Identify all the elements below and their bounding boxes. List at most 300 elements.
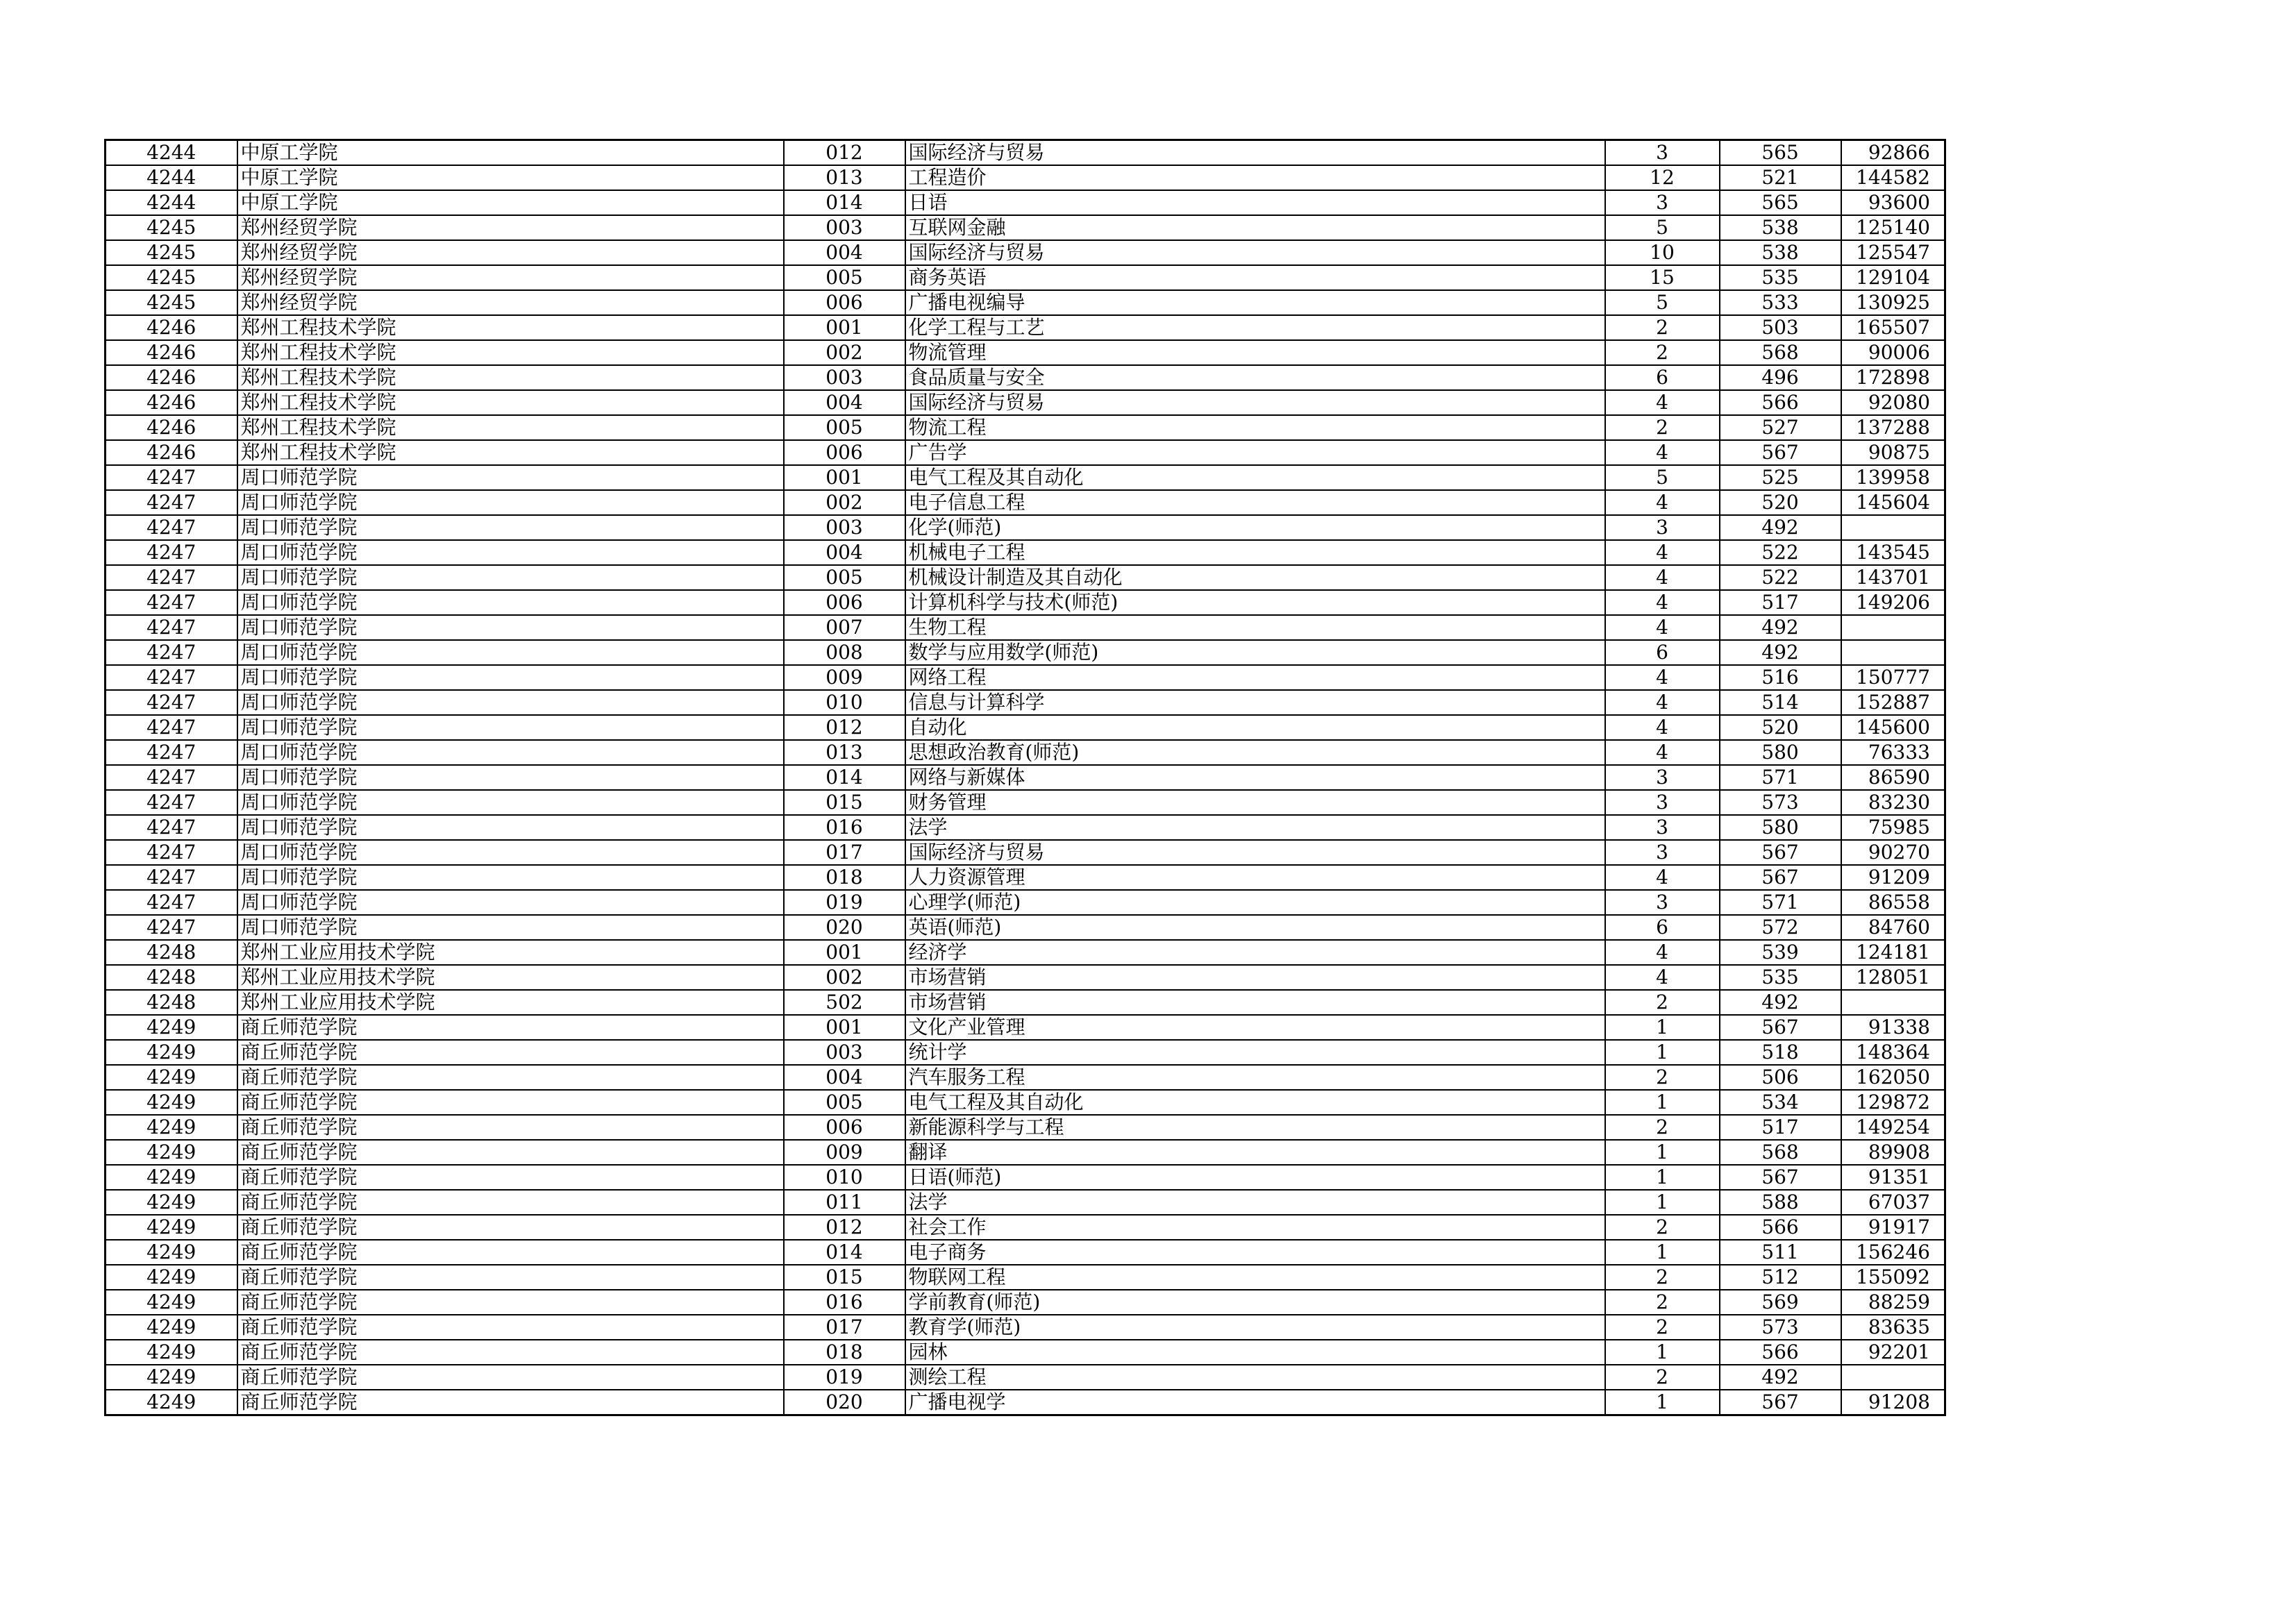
school-name-cell: 郑州工程技术学院 — [237, 415, 784, 440]
school-code-cell: 4247 — [106, 540, 237, 565]
rank-cell: 84760 — [1841, 915, 1945, 940]
min-score-cell: 492 — [1720, 615, 1841, 640]
rank-cell: 67037 — [1841, 1190, 1945, 1215]
major-code-cell: 007 — [784, 615, 905, 640]
major-name-cell: 电子信息工程 — [905, 490, 1605, 515]
min-score-cell: 573 — [1720, 1315, 1841, 1340]
rank-cell: 91209 — [1841, 865, 1945, 890]
min-score-cell: 573 — [1720, 790, 1841, 815]
school-code-cell: 4247 — [106, 615, 237, 640]
school-name-cell: 周口师范学院 — [237, 665, 784, 690]
major-code-cell: 003 — [784, 215, 905, 240]
plan-count-cell: 5 — [1605, 290, 1720, 315]
major-name-cell: 化学工程与工艺 — [905, 315, 1605, 340]
table-row — [106, 1390, 1945, 1415]
school-name-cell: 郑州经贸学院 — [237, 265, 784, 290]
table-row — [106, 815, 1945, 840]
rank-cell — [1841, 990, 1945, 1015]
major-code-cell: 015 — [784, 790, 905, 815]
major-name-cell: 日语 — [905, 190, 1605, 215]
plan-count-cell: 3 — [1605, 815, 1720, 840]
min-score-cell: 566 — [1720, 1215, 1841, 1240]
major-code-cell: 013 — [784, 165, 905, 190]
major-name-cell: 汽车服务工程 — [905, 1065, 1605, 1090]
school-code-cell: 4249 — [106, 1140, 237, 1165]
plan-count-cell: 6 — [1605, 640, 1720, 665]
school-name-cell: 商丘师范学院 — [237, 1240, 784, 1265]
table-row — [106, 540, 1945, 565]
school-code-cell: 4249 — [106, 1040, 237, 1065]
school-code-cell: 4249 — [106, 1390, 237, 1415]
major-name-cell: 物联网工程 — [905, 1265, 1605, 1290]
school-name-cell: 周口师范学院 — [237, 640, 784, 665]
rank-cell: 92201 — [1841, 1340, 1945, 1365]
plan-count-cell: 4 — [1605, 740, 1720, 765]
min-score-cell: 569 — [1720, 1290, 1841, 1315]
rank-cell: 143701 — [1841, 565, 1945, 590]
major-name-cell: 园林 — [905, 1340, 1605, 1365]
rank-cell: 125140 — [1841, 215, 1945, 240]
major-name-cell: 财务管理 — [905, 790, 1605, 815]
plan-count-cell: 4 — [1605, 865, 1720, 890]
school-code-cell: 4247 — [106, 590, 237, 615]
min-score-cell: 580 — [1720, 815, 1841, 840]
table-row — [106, 1215, 1945, 1240]
major-code-cell: 001 — [784, 1015, 905, 1040]
major-code-cell: 001 — [784, 465, 905, 490]
plan-count-cell: 12 — [1605, 165, 1720, 190]
school-name-cell: 商丘师范学院 — [237, 1090, 784, 1115]
school-code-cell: 4249 — [106, 1065, 237, 1090]
major-name-cell: 电气工程及其自动化 — [905, 465, 1605, 490]
major-code-cell: 012 — [784, 140, 905, 166]
major-name-cell: 法学 — [905, 1190, 1605, 1215]
school-name-cell: 郑州工程技术学院 — [237, 340, 784, 365]
rank-cell: 162050 — [1841, 1065, 1945, 1090]
major-code-cell: 018 — [784, 865, 905, 890]
major-name-cell: 经济学 — [905, 940, 1605, 965]
school-name-cell: 郑州经贸学院 — [237, 215, 784, 240]
school-name-cell: 郑州经贸学院 — [237, 290, 784, 315]
table-row — [106, 1065, 1945, 1090]
major-code-cell: 005 — [784, 565, 905, 590]
school-name-cell: 商丘师范学院 — [237, 1315, 784, 1340]
major-name-cell: 电气工程及其自动化 — [905, 1090, 1605, 1115]
rank-cell: 152887 — [1841, 690, 1945, 715]
min-score-cell: 580 — [1720, 740, 1841, 765]
school-name-cell: 郑州工程技术学院 — [237, 315, 784, 340]
major-code-cell: 011 — [784, 1190, 905, 1215]
min-score-cell: 538 — [1720, 240, 1841, 265]
table-row — [106, 940, 1945, 965]
table-row — [106, 1165, 1945, 1190]
school-name-cell: 中原工学院 — [237, 165, 784, 190]
school-name-cell: 周口师范学院 — [237, 890, 784, 915]
school-code-cell: 4249 — [106, 1365, 237, 1390]
plan-count-cell: 1 — [1605, 1040, 1720, 1065]
school-code-cell: 4245 — [106, 240, 237, 265]
rank-cell: 143545 — [1841, 540, 1945, 565]
major-code-cell: 006 — [784, 440, 905, 465]
major-code-cell: 019 — [784, 890, 905, 915]
admission-table — [104, 139, 1946, 1416]
major-code-cell: 018 — [784, 1340, 905, 1365]
rank-cell: 89908 — [1841, 1140, 1945, 1165]
school-name-cell: 周口师范学院 — [237, 590, 784, 615]
plan-count-cell: 4 — [1605, 590, 1720, 615]
major-code-cell: 006 — [784, 290, 905, 315]
school-code-cell: 4247 — [106, 640, 237, 665]
major-code-cell: 003 — [784, 365, 905, 390]
major-name-cell: 市场营销 — [905, 990, 1605, 1015]
school-name-cell: 周口师范学院 — [237, 490, 784, 515]
table-row — [106, 1090, 1945, 1115]
rank-cell: 92866 — [1841, 140, 1945, 166]
major-code-cell: 006 — [784, 1115, 905, 1140]
school-code-cell: 4249 — [106, 1240, 237, 1265]
plan-count-cell: 3 — [1605, 765, 1720, 790]
rank-cell: 165507 — [1841, 315, 1945, 340]
school-code-cell: 4246 — [106, 340, 237, 365]
plan-count-cell: 1 — [1605, 1140, 1720, 1165]
table-row — [106, 640, 1945, 665]
major-name-cell: 翻译 — [905, 1140, 1605, 1165]
school-code-cell: 4247 — [106, 865, 237, 890]
school-name-cell: 周口师范学院 — [237, 690, 784, 715]
school-name-cell: 周口师范学院 — [237, 765, 784, 790]
school-name-cell: 郑州工程技术学院 — [237, 365, 784, 390]
rank-cell: 148364 — [1841, 1040, 1945, 1065]
rank-cell: 145604 — [1841, 490, 1945, 515]
min-score-cell: 522 — [1720, 565, 1841, 590]
major-code-cell: 014 — [784, 765, 905, 790]
min-score-cell: 525 — [1720, 465, 1841, 490]
major-code-cell: 006 — [784, 590, 905, 615]
major-code-cell: 016 — [784, 1290, 905, 1315]
major-code-cell: 002 — [784, 340, 905, 365]
plan-count-cell: 3 — [1605, 840, 1720, 865]
school-name-cell: 郑州工业应用技术学院 — [237, 965, 784, 990]
plan-count-cell: 4 — [1605, 615, 1720, 640]
rank-cell — [1841, 515, 1945, 540]
school-code-cell: 4248 — [106, 965, 237, 990]
school-name-cell: 周口师范学院 — [237, 790, 784, 815]
major-code-cell: 004 — [784, 1065, 905, 1090]
min-score-cell: 571 — [1720, 890, 1841, 915]
min-score-cell: 565 — [1720, 190, 1841, 215]
major-name-cell: 日语(师范) — [905, 1165, 1605, 1190]
min-score-cell: 503 — [1720, 315, 1841, 340]
school-code-cell: 4249 — [106, 1090, 237, 1115]
table-row — [106, 840, 1945, 865]
school-name-cell: 周口师范学院 — [237, 840, 784, 865]
major-code-cell: 016 — [784, 815, 905, 840]
major-name-cell: 计算机科学与技术(师范) — [905, 590, 1605, 615]
plan-count-cell: 4 — [1605, 540, 1720, 565]
min-score-cell: 534 — [1720, 1090, 1841, 1115]
school-code-cell: 4247 — [106, 515, 237, 540]
table-row — [106, 390, 1945, 415]
major-code-cell: 001 — [784, 940, 905, 965]
school-code-cell: 4244 — [106, 140, 237, 166]
min-score-cell: 506 — [1720, 1065, 1841, 1090]
major-code-cell: 003 — [784, 1040, 905, 1065]
table-row — [106, 1015, 1945, 1040]
plan-count-cell: 2 — [1605, 1290, 1720, 1315]
school-code-cell: 4248 — [106, 990, 237, 1015]
major-name-cell: 市场营销 — [905, 965, 1605, 990]
school-code-cell: 4244 — [106, 165, 237, 190]
min-score-cell: 567 — [1720, 865, 1841, 890]
plan-count-cell: 4 — [1605, 565, 1720, 590]
min-score-cell: 535 — [1720, 965, 1841, 990]
table-row — [106, 1190, 1945, 1215]
table-row — [106, 215, 1945, 240]
major-name-cell: 英语(师范) — [905, 915, 1605, 940]
major-code-cell: 004 — [784, 240, 905, 265]
major-name-cell: 人力资源管理 — [905, 865, 1605, 890]
min-score-cell: 567 — [1720, 1015, 1841, 1040]
school-name-cell: 郑州工业应用技术学院 — [237, 990, 784, 1015]
school-name-cell: 商丘师范学院 — [237, 1140, 784, 1165]
plan-count-cell: 1 — [1605, 1165, 1720, 1190]
major-name-cell: 国际经济与贸易 — [905, 140, 1605, 166]
school-name-cell: 商丘师范学院 — [237, 1390, 784, 1415]
school-name-cell: 周口师范学院 — [237, 815, 784, 840]
rank-cell: 149206 — [1841, 590, 1945, 615]
school-name-cell: 商丘师范学院 — [237, 1190, 784, 1215]
major-name-cell: 自动化 — [905, 715, 1605, 740]
table-row — [106, 1290, 1945, 1315]
major-name-cell: 数学与应用数学(师范) — [905, 640, 1605, 665]
table-row — [106, 140, 1945, 166]
plan-count-cell: 2 — [1605, 1215, 1720, 1240]
rank-cell: 130925 — [1841, 290, 1945, 315]
school-code-cell: 4249 — [106, 1340, 237, 1365]
school-code-cell: 4246 — [106, 390, 237, 415]
school-name-cell: 商丘师范学院 — [237, 1290, 784, 1315]
major-code-cell: 004 — [784, 390, 905, 415]
major-name-cell: 国际经济与贸易 — [905, 390, 1605, 415]
plan-count-cell: 1 — [1605, 1090, 1720, 1115]
major-code-cell: 015 — [784, 1265, 905, 1290]
table-row — [106, 440, 1945, 465]
rank-cell: 86590 — [1841, 765, 1945, 790]
rank-cell: 83230 — [1841, 790, 1945, 815]
major-code-cell: 009 — [784, 1140, 905, 1165]
plan-count-cell: 4 — [1605, 665, 1720, 690]
rank-cell: 90270 — [1841, 840, 1945, 865]
school-name-cell: 郑州工程技术学院 — [237, 390, 784, 415]
table-row — [106, 615, 1945, 640]
school-code-cell: 4247 — [106, 565, 237, 590]
plan-count-cell: 1 — [1605, 1240, 1720, 1265]
rank-cell: 172898 — [1841, 365, 1945, 390]
min-score-cell: 516 — [1720, 665, 1841, 690]
major-name-cell: 机械设计制造及其自动化 — [905, 565, 1605, 590]
min-score-cell: 588 — [1720, 1190, 1841, 1215]
table-row — [106, 590, 1945, 615]
rank-cell: 91208 — [1841, 1390, 1945, 1415]
major-name-cell: 电子商务 — [905, 1240, 1605, 1265]
school-name-cell: 郑州工业应用技术学院 — [237, 940, 784, 965]
major-code-cell: 012 — [784, 715, 905, 740]
major-name-cell: 广告学 — [905, 440, 1605, 465]
table-body — [106, 140, 1945, 1415]
table-row — [106, 190, 1945, 215]
school-name-cell: 商丘师范学院 — [237, 1015, 784, 1040]
major-name-cell: 心理学(师范) — [905, 890, 1605, 915]
rank-cell: 129872 — [1841, 1090, 1945, 1115]
rank-cell: 125547 — [1841, 240, 1945, 265]
table-row — [106, 1340, 1945, 1365]
school-code-cell: 4249 — [106, 1290, 237, 1315]
table-row — [106, 965, 1945, 990]
major-code-cell: 005 — [784, 265, 905, 290]
school-name-cell: 商丘师范学院 — [237, 1115, 784, 1140]
plan-count-cell: 1 — [1605, 1015, 1720, 1040]
school-code-cell: 4247 — [106, 840, 237, 865]
school-name-cell: 周口师范学院 — [237, 915, 784, 940]
rank-cell: 137288 — [1841, 415, 1945, 440]
school-name-cell: 商丘师范学院 — [237, 1265, 784, 1290]
min-score-cell: 568 — [1720, 340, 1841, 365]
table-row — [106, 990, 1945, 1015]
min-score-cell: 518 — [1720, 1040, 1841, 1065]
rank-cell — [1841, 1365, 1945, 1390]
major-code-cell: 019 — [784, 1365, 905, 1390]
table-row — [106, 240, 1945, 265]
major-code-cell: 013 — [784, 740, 905, 765]
major-code-cell: 014 — [784, 190, 905, 215]
min-score-cell: 539 — [1720, 940, 1841, 965]
table-row — [106, 415, 1945, 440]
table-row — [106, 690, 1945, 715]
plan-count-cell: 5 — [1605, 215, 1720, 240]
major-name-cell: 生物工程 — [905, 615, 1605, 640]
rank-cell: 91338 — [1841, 1015, 1945, 1040]
school-name-cell: 郑州工程技术学院 — [237, 440, 784, 465]
school-code-cell: 4248 — [106, 940, 237, 965]
plan-count-cell: 3 — [1605, 890, 1720, 915]
major-name-cell: 广播电视学 — [905, 1390, 1605, 1415]
table-row — [106, 315, 1945, 340]
min-score-cell: 520 — [1720, 490, 1841, 515]
major-code-cell: 020 — [784, 1390, 905, 1415]
major-name-cell: 社会工作 — [905, 1215, 1605, 1240]
table-row — [106, 665, 1945, 690]
table-row — [106, 365, 1945, 390]
school-code-cell: 4245 — [106, 290, 237, 315]
table-row — [106, 565, 1945, 590]
rank-cell: 129104 — [1841, 265, 1945, 290]
school-code-cell: 4246 — [106, 315, 237, 340]
major-code-cell: 010 — [784, 1165, 905, 1190]
school-code-cell: 4247 — [106, 690, 237, 715]
rank-cell: 91351 — [1841, 1165, 1945, 1190]
school-code-cell: 4246 — [106, 365, 237, 390]
rank-cell: 83635 — [1841, 1315, 1945, 1340]
major-code-cell: 014 — [784, 1240, 905, 1265]
plan-count-cell: 15 — [1605, 265, 1720, 290]
school-name-cell: 周口师范学院 — [237, 515, 784, 540]
school-code-cell: 4244 — [106, 190, 237, 215]
school-code-cell: 4247 — [106, 815, 237, 840]
plan-count-cell: 1 — [1605, 1190, 1720, 1215]
school-name-cell: 周口师范学院 — [237, 565, 784, 590]
school-code-cell: 4249 — [106, 1265, 237, 1290]
table-row — [106, 515, 1945, 540]
min-score-cell: 567 — [1720, 1165, 1841, 1190]
min-score-cell: 566 — [1720, 1340, 1841, 1365]
school-code-cell: 4246 — [106, 440, 237, 465]
plan-count-cell: 4 — [1605, 715, 1720, 740]
min-score-cell: 566 — [1720, 390, 1841, 415]
table-row — [106, 265, 1945, 290]
rank-cell: 76333 — [1841, 740, 1945, 765]
school-name-cell: 周口师范学院 — [237, 715, 784, 740]
table-row — [106, 915, 1945, 940]
major-code-cell: 017 — [784, 1315, 905, 1340]
school-code-cell: 4246 — [106, 415, 237, 440]
min-score-cell: 492 — [1720, 515, 1841, 540]
rank-cell: 156246 — [1841, 1240, 1945, 1265]
table-row — [106, 465, 1945, 490]
school-name-cell: 周口师范学院 — [237, 740, 784, 765]
school-name-cell: 中原工学院 — [237, 140, 784, 166]
rank-cell: 90875 — [1841, 440, 1945, 465]
major-name-cell: 统计学 — [905, 1040, 1605, 1065]
table-row — [106, 1315, 1945, 1340]
plan-count-cell: 2 — [1605, 1115, 1720, 1140]
min-score-cell: 520 — [1720, 715, 1841, 740]
major-name-cell: 信息与计算科学 — [905, 690, 1605, 715]
table-row — [106, 1140, 1945, 1165]
plan-count-cell: 4 — [1605, 965, 1720, 990]
school-code-cell: 4247 — [106, 715, 237, 740]
major-name-cell: 机械电子工程 — [905, 540, 1605, 565]
school-name-cell: 周口师范学院 — [237, 465, 784, 490]
major-code-cell: 005 — [784, 415, 905, 440]
min-score-cell: 571 — [1720, 765, 1841, 790]
major-name-cell: 物流工程 — [905, 415, 1605, 440]
major-code-cell: 020 — [784, 915, 905, 940]
plan-count-cell: 4 — [1605, 490, 1720, 515]
major-code-cell: 009 — [784, 665, 905, 690]
school-code-cell: 4245 — [106, 215, 237, 240]
rank-cell: 92080 — [1841, 390, 1945, 415]
min-score-cell: 567 — [1720, 1390, 1841, 1415]
table-row — [106, 1365, 1945, 1390]
major-code-cell: 002 — [784, 965, 905, 990]
plan-count-cell: 2 — [1605, 340, 1720, 365]
school-code-cell: 4247 — [106, 465, 237, 490]
school-name-cell: 周口师范学院 — [237, 615, 784, 640]
min-score-cell: 514 — [1720, 690, 1841, 715]
rank-cell: 149254 — [1841, 1115, 1945, 1140]
table-row — [106, 165, 1945, 190]
school-name-cell: 商丘师范学院 — [237, 1340, 784, 1365]
school-name-cell: 商丘师范学院 — [237, 1040, 784, 1065]
rank-cell: 150777 — [1841, 665, 1945, 690]
major-name-cell: 教育学(师范) — [905, 1315, 1605, 1340]
school-code-cell: 4247 — [106, 740, 237, 765]
min-score-cell: 492 — [1720, 990, 1841, 1015]
school-code-cell: 4247 — [106, 890, 237, 915]
major-code-cell: 003 — [784, 515, 905, 540]
school-name-cell: 周口师范学院 — [237, 865, 784, 890]
min-score-cell: 527 — [1720, 415, 1841, 440]
